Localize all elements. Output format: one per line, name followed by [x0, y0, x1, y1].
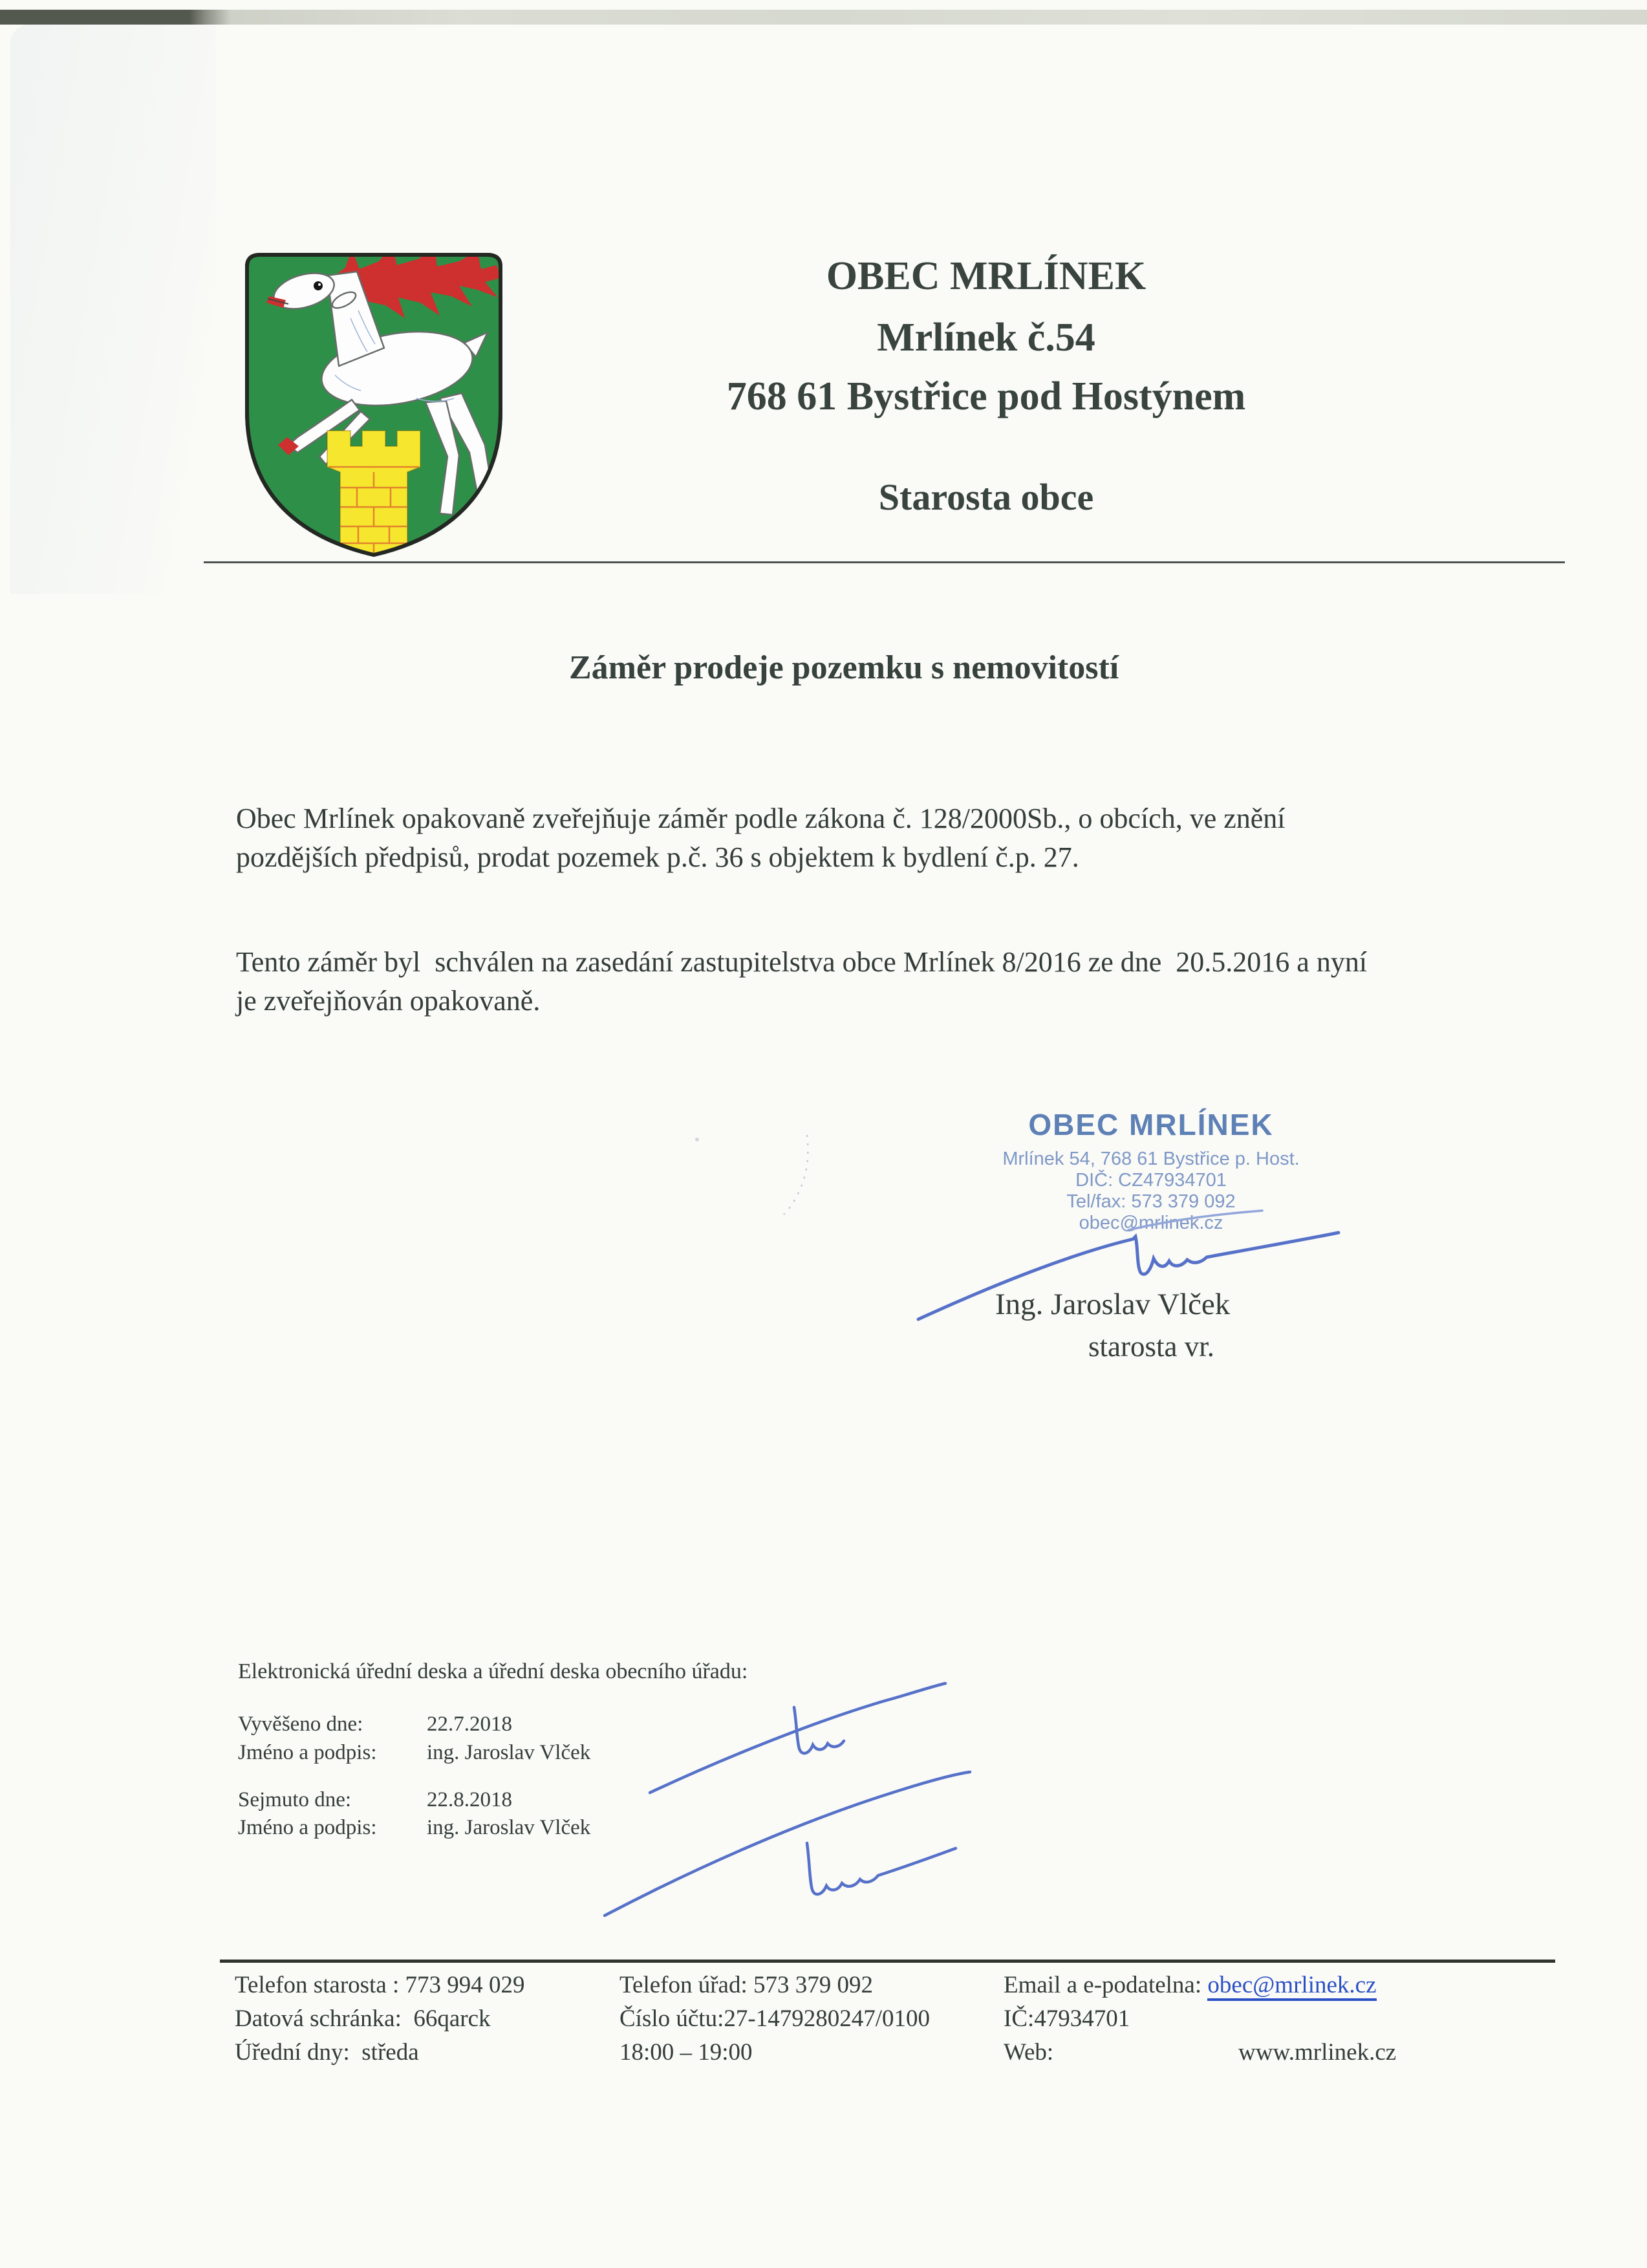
header-address-line2: 768 61 Bystřice pod Hostýnem [726, 374, 1246, 418]
stamp-email: obec@mrlinek.cz [1079, 1213, 1223, 1233]
scan-speck [695, 1138, 699, 1141]
posted-date-value: 22.7.2018 [427, 1712, 512, 1736]
header-rule [204, 561, 1565, 563]
paragraph1-line1: Obec Mrlínek opakovaně zveřejňuje záměr podle zákona č. 128/2000Sb., o obcích, ve znění [236, 803, 1286, 834]
footer-email-label: Email a e-podatelna: [1004, 1972, 1208, 1998]
stamp-telfax: Tel/fax: 573 379 092 [1066, 1191, 1236, 1212]
notice-board-heading: Elektronická úřední deska a úřední deska obecního úřadu: [238, 1659, 748, 1683]
scan-artifact-corner-shade [10, 25, 216, 594]
removed-sign-value: ing. Jaroslav Vlček [427, 1816, 591, 1839]
signatory-role: starosta vr. [1088, 1330, 1214, 1363]
posted-date-label: Vyvěšeno dne: [238, 1712, 363, 1736]
removed-date-label: Sejmuto dne: [238, 1788, 352, 1811]
stamp-dic: DIČ: CZ47934701 [1075, 1170, 1227, 1191]
footer-hours: 18:00 – 19:00 [619, 2039, 753, 2066]
footer-datova-schranka: Datová schránka: 66qarck [235, 2005, 491, 2032]
footer-web-label: Web: [1004, 2039, 1054, 2066]
footer-email-row [1004, 1971, 1377, 1999]
email-link[interactable]: obec@mrlinek.cz [1207, 1972, 1376, 2001]
posted-sign-value: ing. Jaroslav Vlček [427, 1741, 591, 1764]
scan-speckle-arc [784, 1135, 808, 1215]
office-stamp [925, 1107, 1377, 1234]
tower [327, 431, 420, 555]
paragraph2-line1: Tento záměr byl schválen na zasedání zastupitelstva obce Mrlínek 8/2016 ze dne 20.5.2016 a nyní [236, 946, 1368, 978]
stag-eye [314, 281, 323, 290]
footer-uredni-dny: Úřední dny: středa [235, 2039, 419, 2066]
signature-vyveseno [650, 1683, 945, 1793]
scan-artifact-top-strip [0, 10, 1647, 25]
header-address-line1: Mrlínek č.54 [877, 316, 1095, 360]
coat-of-arms-mrlinek [231, 239, 516, 566]
posted-sign-label: Jméno a podpis: [238, 1741, 377, 1764]
footer-ic: IČ:47934701 [1004, 2005, 1130, 2032]
footer-tel-urad: Telefon úřad: 573 379 092 [619, 1972, 873, 1998]
footer-rule [220, 1960, 1555, 1963]
paragraph1-line2: pozdějších předpisů, prodat pozemek p.č. 36 s objektem k bydlení č.p. 27. [236, 841, 1079, 873]
document-title: Záměr prodeje pozemku s nemovitostí [569, 649, 1119, 686]
footer-cislo-uctu: Číslo účtu:27-1479280247/0100 [619, 2005, 930, 2032]
footer-tel-starosta: Telefon starosta : 773 994 029 [235, 1972, 525, 1998]
signature-sejmuto [605, 1772, 970, 1916]
signatory-name: Ing. Jaroslav Vlček [995, 1288, 1231, 1321]
header-org-name: OBEC MRLÍNEK [826, 254, 1146, 298]
stamp-address: Mrlínek 54, 768 61 Bystřice p. Host. [1002, 1149, 1300, 1169]
paragraph2-line2: je zveřejňován opakovaně. [236, 985, 541, 1017]
footer-web-value: www.mrlinek.cz [1238, 2039, 1397, 2066]
header-role: Starosta obce [878, 476, 1094, 518]
stag-eye-glint [318, 283, 321, 286]
stamp-org-name: OBEC MRLÍNEK [1028, 1108, 1274, 1141]
removed-sign-label: Jméno a podpis: [238, 1816, 377, 1839]
removed-date-value: 22.8.2018 [427, 1788, 512, 1811]
